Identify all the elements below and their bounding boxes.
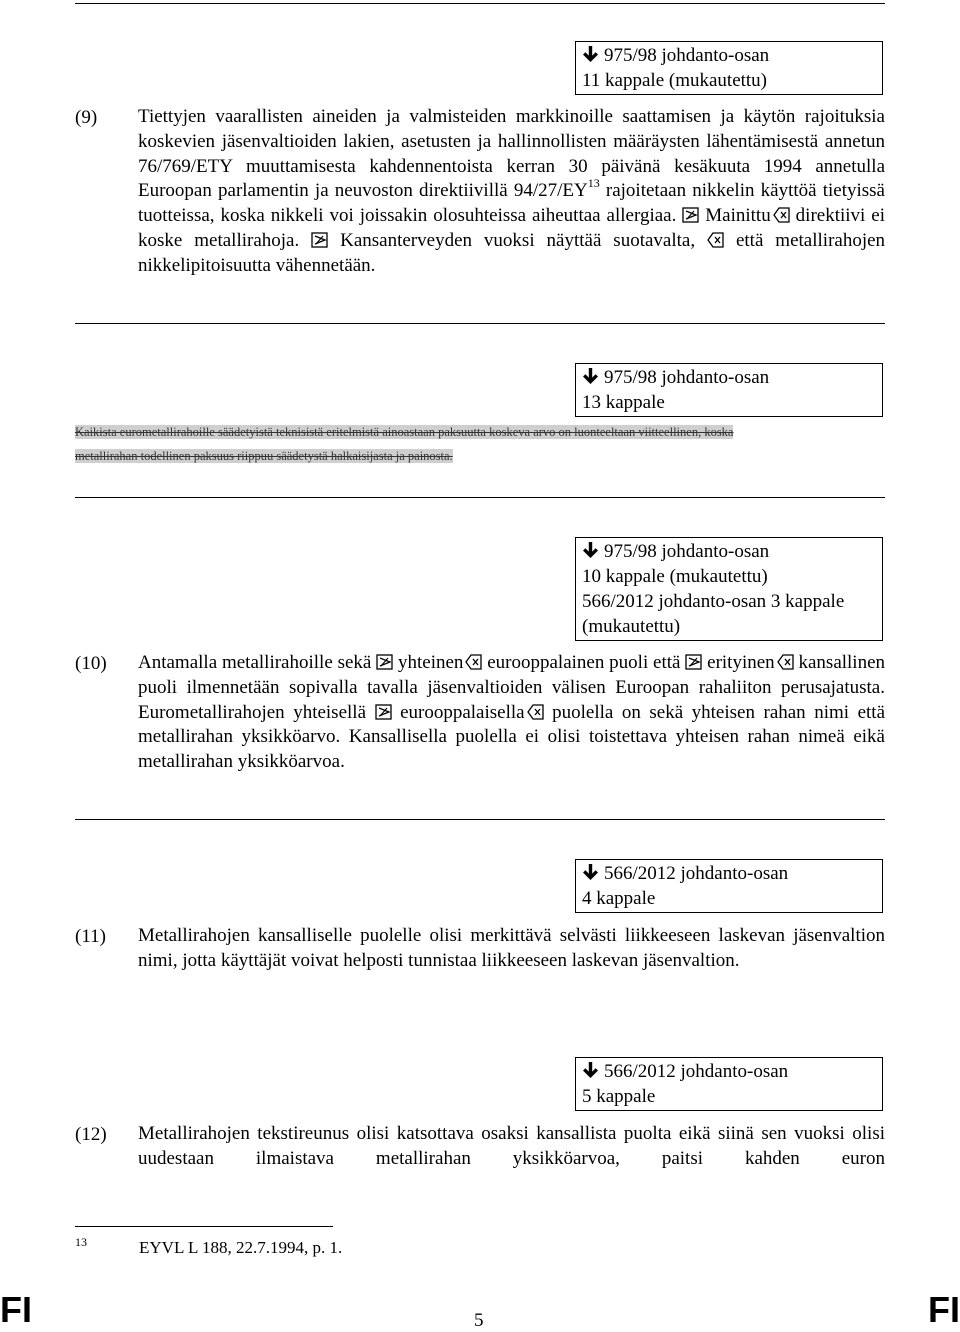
top-rule <box>75 3 885 4</box>
text-segment: direktiivi ei koske metallirahoja. <box>138 205 885 251</box>
text-segment: rajoitetaan nikkelin käyttöä tietyissä tuotteissa, koska nikkeli voi joissakin olosuhteissa aiheuttaa allergiaa. <box>138 180 885 227</box>
footnote-number: 13 <box>75 1235 87 1249</box>
arrow-down-icon <box>582 541 599 559</box>
insert-start-icon <box>311 232 328 248</box>
language-code-right: FI <box>928 1289 960 1330</box>
text-segment: että metallirahojen nikkelipitoisuutta vähennetään. <box>138 229 886 276</box>
text-segment: Mainittu <box>705 205 771 227</box>
recital-text: Metallirahojen tekstireunus olisi katsottava osaksi kansallista puolta eikä siinä sen vuoksi olisi uudestaan ilmaistava metallirahan yksikköarvoa, paitsi kahden euron <box>138 1123 885 1169</box>
reference-line: 4 kappale <box>582 888 656 909</box>
recital-11 <box>75 924 885 974</box>
source-reference-box <box>575 363 883 417</box>
text-segment: Tiettyjen vaarallisten aineiden ja valmisteiden markkinoille saattamisen ja käytön rajoituksia koskevien jäsenvaltioiden lakien, asetusten ja hallinnollisten määräysten lähentämisestä annetun 76/769/ETY muuttamisesta kahdennentoista kerran 30 päivänä kesäkuuta 1994 annetulla Euroopan parlamentin ja neuvoston direktiivillä 94/27/EY <box>138 106 885 202</box>
insert-start-icon <box>375 704 392 720</box>
source-reference-box <box>575 537 883 641</box>
recital-number: (10) <box>75 653 107 674</box>
text-segment: eurooppalainen puoli että <box>482 652 686 673</box>
text-segment: eurooppalaisella <box>400 701 525 723</box>
reference-line: 566/2012 johdanto-osan 3 kappale <box>582 591 845 612</box>
deleted-text <box>75 420 885 468</box>
deleted-line: metallirahan todellinen paksuus riippuu säädetystä halkaisijasta ja painosta. <box>75 449 453 463</box>
source-reference-box <box>575 859 883 913</box>
reference-line: 5 kappale <box>582 1086 656 1107</box>
arrow-down-icon <box>582 367 599 385</box>
text-segment: kansallinen puoli ilmennetään sopivalla tavalla jäsenvaltioiden välisen Euroopan rahaliiton perusajatusta. Eurometallirahojen yhteisellä <box>138 652 886 723</box>
insert-end-icon <box>777 654 794 670</box>
insert-start-icon <box>685 654 702 670</box>
reference-line: 566/2012 johdanto-osan <box>604 863 789 884</box>
reference-line: 10 kappale (mukautettu) <box>582 566 768 587</box>
recital-text <box>138 105 885 279</box>
insert-end-icon <box>707 232 724 248</box>
language-code-left: FI <box>0 1289 32 1330</box>
source-reference-box <box>575 1057 883 1111</box>
footnote-reference: 13 <box>587 176 600 191</box>
text-segment: erityinen <box>707 652 775 673</box>
reference-line: 13 kappale <box>582 392 665 413</box>
recital-text: Metallirahojen kansalliselle puolelle olisi merkittävä selvästi liikkeeseen laskevan jäsenvaltion nimi, jotta käyttäjät voivat helposti tunnistaa liikkeeseen laskevan jäsenvaltion. <box>138 925 885 971</box>
reference-line: 975/98 johdanto-osan <box>604 367 770 388</box>
footnote-text: EYVL L 188, 22.7.1994, p. 1. <box>139 1238 343 1257</box>
arrow-down-icon <box>582 863 599 881</box>
section-rule <box>75 323 885 324</box>
recital-12 <box>75 1122 885 1172</box>
recital-text <box>138 651 885 775</box>
text-segment: puolella on sekä yhteisen rahan nimi että metallirahan yksikköarvo. Kansallisella puolella ei olisi toistettava yhteisen rahan nimeä eikä metallirahan yksikköarvoa. <box>138 701 885 773</box>
insert-end-icon <box>527 704 544 720</box>
recital-10 <box>75 651 885 775</box>
text-segment: Antamalla metallirahoille sekä <box>138 652 377 673</box>
insert-start-icon <box>376 654 393 670</box>
insert-end-icon <box>465 654 482 670</box>
recital-9 <box>75 105 885 279</box>
text-segment: yhteinen <box>397 652 464 673</box>
reference-line: 566/2012 johdanto-osan <box>604 1061 789 1082</box>
insert-start-icon <box>682 207 699 223</box>
reference-line: (mukautettu) <box>582 616 681 637</box>
footnote-rule <box>75 1226 333 1227</box>
page-number: 5 <box>474 1310 484 1331</box>
reference-line: 975/98 johdanto-osan <box>604 541 770 562</box>
section-rule <box>75 819 885 820</box>
insert-end-icon <box>773 207 790 223</box>
section-rule <box>75 497 885 498</box>
recital-number: (11) <box>75 926 106 947</box>
recital-number: (12) <box>75 1124 107 1145</box>
recital-number: (9) <box>75 107 98 128</box>
text-segment: Kansanterveyden vuoksi näyttää suotavalta, <box>340 229 696 251</box>
arrow-down-icon <box>582 45 599 63</box>
source-reference-box <box>575 41 883 95</box>
deleted-line: Kaikista eurometallirahoille säädetyistä teknisistä eritelmistä ainoastaan paksuutta koskeva arvo on luonteeltaan viitteellinen, koska <box>75 425 734 439</box>
reference-line: 11 kappale (mukautettu) <box>582 70 768 91</box>
arrow-down-icon <box>582 1061 599 1079</box>
reference-line: 975/98 johdanto-osan <box>604 45 770 66</box>
